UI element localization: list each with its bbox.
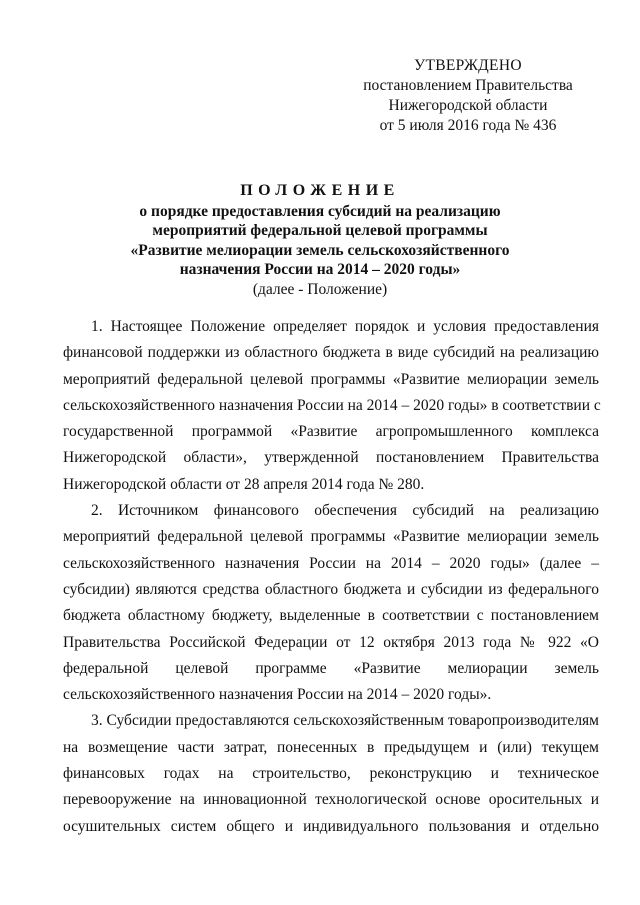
- title-line-3: «Развитие мелиорации земель сельскохозяйственного: [130, 241, 510, 259]
- paragraph-2-line: бюджета областному бюджету, выделенные в соответствии с постановлением: [63, 607, 599, 625]
- approval-line-2: Нижегородской области: [388, 97, 548, 114]
- paragraph-2-line: субсидии) являются средства областного бюджета и субсидии из федерального: [63, 580, 599, 598]
- paragraph-3-line: финансовых годах на строительство, реконструкцию и техническое: [63, 765, 599, 783]
- document-title: [60, 181, 580, 299]
- paragraph-2-line: 2. Источником финансового обеспечения субсидий на реализацию: [91, 502, 599, 520]
- paragraph-3-line: осушительных систем общего и индивидуального пользования и отдельно: [63, 817, 599, 835]
- paragraph-3-line: 3. Субсидии предоставляются сельскохозяйственным товаропроизводителям: [91, 712, 599, 730]
- paragraph-1-line: 1. Настоящее Положение определяет порядок и условия предоставления: [91, 318, 599, 335]
- paragraph-2-line: федеральной целевой программе «Развитие мелиорации земель: [63, 659, 599, 677]
- approval-heading: УТВЕРЖДЕНО: [414, 57, 522, 74]
- title-line-2: мероприятий федеральной целевой программы: [152, 222, 488, 239]
- paragraph-1-line: сельскохозяйственного назначения России на 2014 – 2020 годы» в соответствии с: [63, 396, 601, 414]
- paragraph-1-line: финансовой поддержки из областного бюджета в виде субсидий на реализацию: [63, 344, 599, 362]
- paragraph-3-line: на возмещение части затрат, понесенных в предыдущем и (или) текущем: [63, 738, 599, 756]
- title-note: (далее - Положение): [252, 280, 388, 298]
- approval-stamp: [330, 56, 606, 136]
- paragraph-2-line: сельскохозяйственного назначения России на 2014 – 2020 годы» (далее –: [63, 554, 599, 572]
- title-main: ПОЛОЖЕНИЕ: [240, 182, 400, 199]
- title-line-4: назначения России на 2014 – 2020 годы»: [179, 261, 461, 278]
- approval-line-3: от 5 июля 2016 года № 436: [379, 117, 557, 134]
- paragraph-1-line: государственной программой «Развитие агропромышленного комплекса: [63, 423, 599, 441]
- paragraph-1-line: Нижегородской области», утвержденной постановлением Правительства: [63, 449, 599, 467]
- paragraph-2-line: сельскохозяйственного назначения России на 2014 – 2020 годы».: [63, 686, 492, 704]
- document-body: [63, 314, 599, 840]
- paragraph-1-line: Нижегородской области от 28 апреля 2014 года № 280.: [63, 475, 425, 493]
- title-line-1: о порядке предоставления субсидий на реализацию: [139, 202, 501, 220]
- paragraph-2-line: мероприятий федеральной целевой программы «Развитие мелиорации земель: [63, 528, 599, 546]
- paragraph-1-line: мероприятий федеральной целевой программы «Развитие мелиорации земель: [63, 370, 599, 388]
- approval-line-1: постановлением Правительства: [363, 77, 573, 94]
- paragraph-3-line: перевооружение на инновационной технологической основе оросительных и: [63, 791, 599, 809]
- paragraph-2-line: Правительства Российской Федерации от 12 октября 2013 года № 922 «О: [63, 633, 599, 651]
